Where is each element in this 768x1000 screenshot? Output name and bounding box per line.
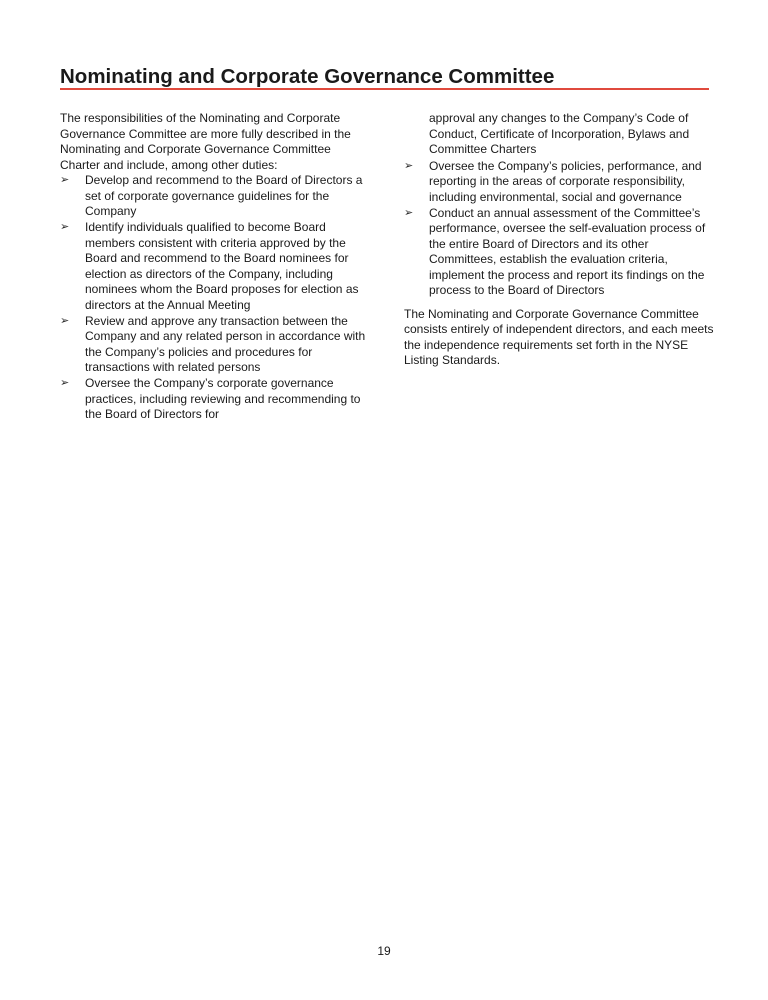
list-item <box>404 206 714 299</box>
arrow-bullet-icon: ➢ <box>404 206 414 219</box>
arrow-bullet-icon: ➢ <box>60 377 70 389</box>
arrow-bullet-icon: ➢ <box>60 221 70 233</box>
list-item-text: Oversee the Company’s policies, performance, and reporting in the areas of corporate responsibility, including environmental, social and governance <box>429 158 702 204</box>
arrow-bullet-icon: ➢ <box>60 314 70 327</box>
arrow-bullet-icon: ➢ <box>404 159 414 172</box>
list-item <box>404 159 714 206</box>
list-item <box>60 376 368 423</box>
page-title: Nominating and Corporate Governance Committee <box>60 65 555 88</box>
right-column <box>404 111 714 369</box>
right-bullet-list <box>404 159 714 299</box>
list-item <box>60 220 368 313</box>
list-item-text: Identify individuals qualified to become Board members consistent with criteria approved by the Board and recommend to the Board nominees for election as directors of the Company, including nominees whom the Board proposes for election as directors at the Annual Meeting <box>85 220 359 312</box>
intro-paragraph: The responsibilities of the Nominating and Corporate Governance Committee are more fully described in the Nominating and Corporate Governance Committee Charter and include, among other duties: <box>60 111 351 172</box>
page-number: 19 <box>377 944 391 958</box>
list-item <box>60 173 368 220</box>
closing-paragraph: The Nominating and Corporate Governance Committee consists entirely of independent directors, and each meets the independence requirements set forth in the NYSE Listing Standards. <box>404 306 714 367</box>
heading-rule <box>60 88 709 90</box>
arrow-bullet-icon: ➢ <box>60 174 70 186</box>
list-item-text: Conduct an annual assessment of the Committee’s performance, oversee the self-evaluation process of the entire Board of Directors and its other Committees, establish the evaluation criteria, implement the process and report its findings on the process to the Board of Directors <box>429 205 706 297</box>
list-item-text: Develop and recommend to the Board of Directors a set of corporate governance guidelines for the Company <box>85 173 363 218</box>
left-column <box>60 111 368 423</box>
list-item-text: Oversee the Company’s corporate governance practices, including reviewing and recommending to the Board of Directors for <box>85 376 361 421</box>
list-item-text: Review and approve any transaction between the Company and any related person in accordance with the Company’s policies and procedures for transactions with related persons <box>85 313 366 374</box>
list-item-continuation: approval any changes to the Company’s Code of Conduct, Certificate of Incorporation, Bylaws and Committee Charters <box>429 111 690 156</box>
left-bullet-list <box>60 173 368 423</box>
list-item <box>60 314 368 376</box>
